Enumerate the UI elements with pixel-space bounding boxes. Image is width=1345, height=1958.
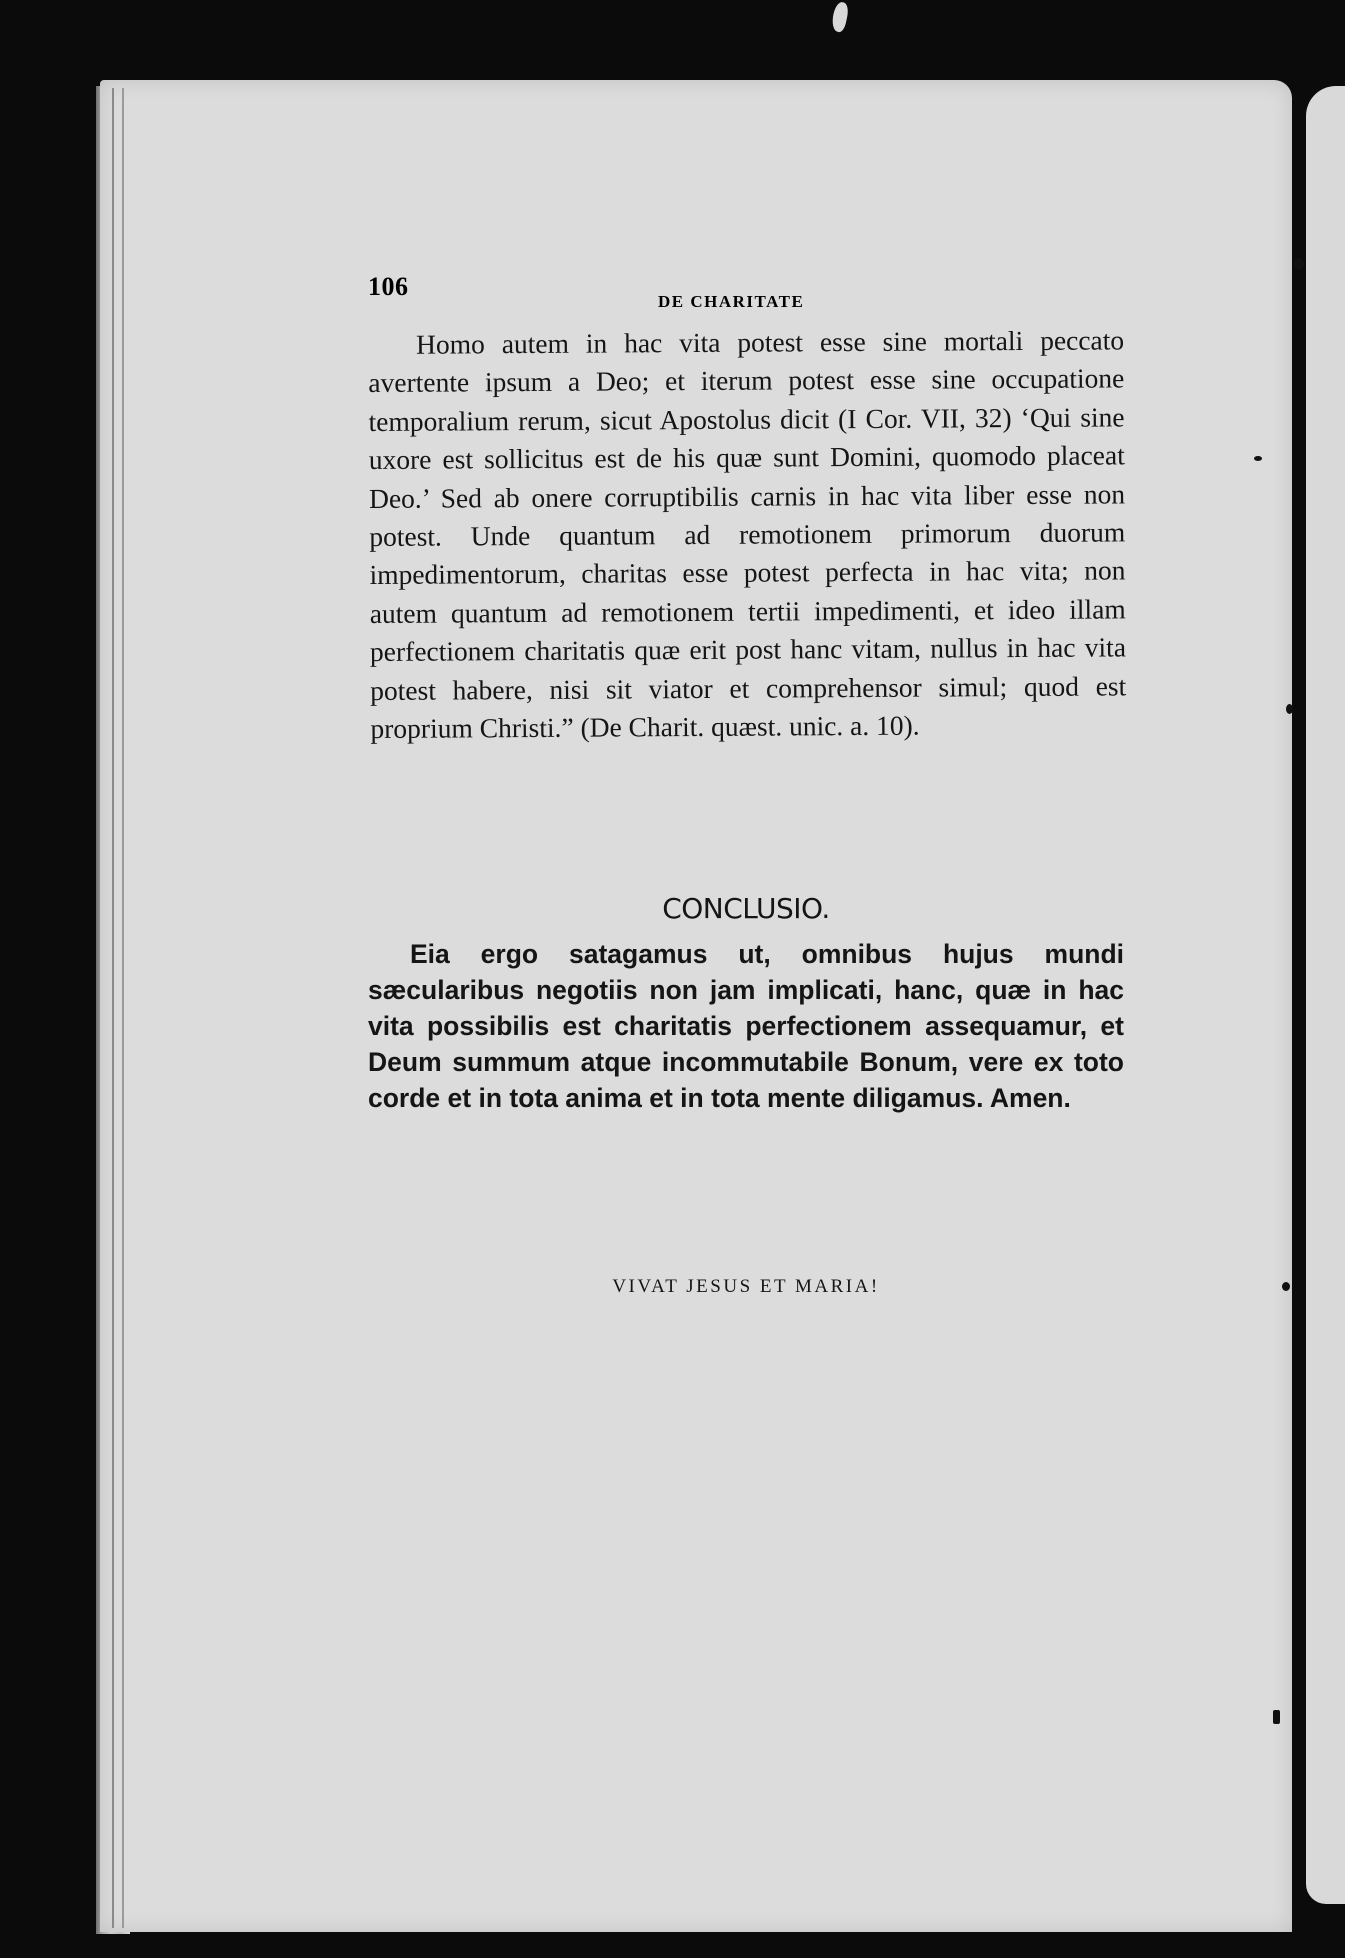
spine-edge-line	[122, 88, 124, 1928]
body-paragraph: Homo autem in hac vita potest esse sine mortali peccato avertente ipsum a Deo; et iterum potest esse sine occupatione temporalium rerum, sicut Apostolus dicit (I Cor. VII, 32) ‘Qui sine uxore est sollicitus est de his quæ sunt Domini, quomodo placeat Deo.’ Sed ab onere corruptibilis carnis in hac vita liber esse non potest. Unde quantum ad remotionem primorum duorum impedimentorum, charitas esse potest perfecta in hac vita; non autem quantum ad remotionem tertii impedimenti, et ideo illam perfectionem charitatis quæ erit post hanc vitam, nullus in hac vita potest habere, nisi sit viator et comprehensor simul; quod est proprium Christi.” (De Charit. quæst. unic. a. 10).	[368, 324, 1127, 745]
scan-artifact-mark	[830, 1, 850, 33]
facing-page-edge	[1306, 86, 1345, 1904]
scan-speck	[1254, 456, 1262, 461]
page-number: 106	[368, 272, 409, 301]
spine-edge-line	[112, 88, 114, 1928]
scan-speck	[1294, 258, 1304, 270]
scan-speck	[1273, 1710, 1280, 1724]
scan-speck	[1282, 1282, 1290, 1291]
closing-invocation: VIVAT JESUS ET MARIA!	[612, 1276, 880, 1297]
running-title: DE CHARITATE	[658, 292, 805, 311]
section-heading: CONCLUSIO.	[662, 892, 830, 925]
scan-speck	[1286, 704, 1293, 714]
conclusion-paragraph: Eia ergo satagamus ut, omnibus hujus mundi sæcularibus negotiis non jam implicati, hanc, quæ in hac vita possibilis est charitatis perfectionem assequamur, et Deum summum atque incommutabile Bonum, vere ex toto corde et in tota anima et in tota mente diligamus. Amen.	[368, 939, 1124, 1113]
running-header	[368, 272, 1124, 311]
